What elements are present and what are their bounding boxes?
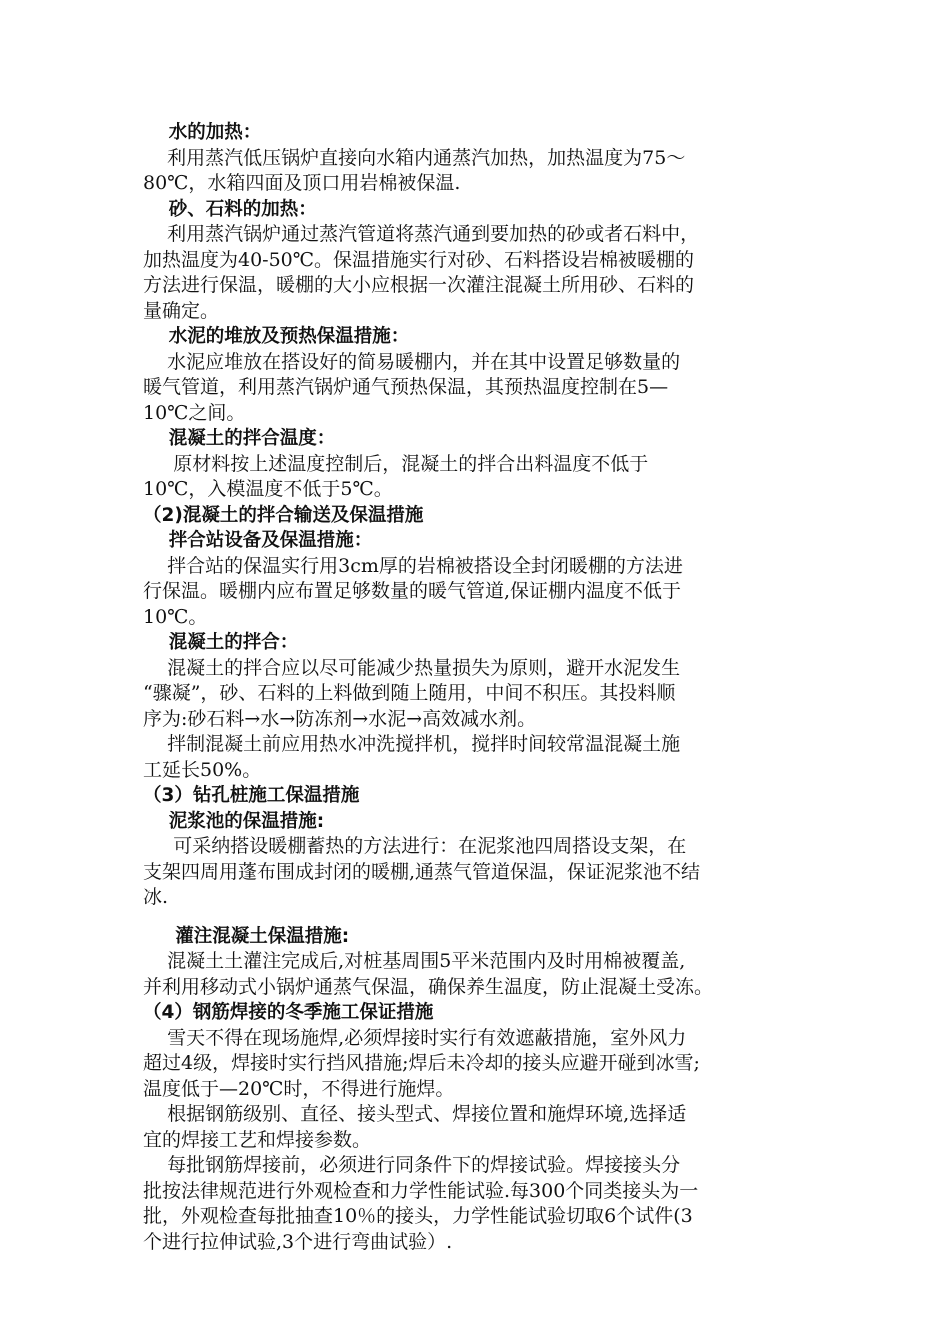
body-text-line: 量确定。 bbox=[143, 299, 220, 322]
section-heading: 灌注混凝土保温措施: bbox=[143, 925, 350, 947]
body-text-line: 宜的焊接工艺和焊接参数。 bbox=[143, 1128, 372, 1151]
body-text-line: 拌制混凝土前应用热水冲洗搅拌机，搅拌时间较常温混凝土施 bbox=[143, 733, 681, 755]
body-text-line: 批按法律规范进行外观检查和力学性能试验.每300个同类接头为一 bbox=[143, 1179, 699, 1202]
section-heading: 拌合站设备及保温措施： bbox=[143, 530, 373, 551]
body-text-line: 批，外观检查每批抽查10％的接头，力学性能试验切取6个试件(3 bbox=[143, 1205, 693, 1227]
section-heading: 砂、石料的加热： bbox=[143, 198, 317, 220]
body-text-line: 个进行拉伸试验,3个进行弯曲试验）. bbox=[143, 1230, 453, 1253]
body-text-line: 支架四周用蓬布围成封闭的暖棚,通蒸气管道保温，保证泥浆池不结 bbox=[143, 860, 701, 883]
body-text-line: 原材料按上述温度控制后，混凝土的拌合出料温度不低于 bbox=[143, 452, 649, 475]
document-page bbox=[143, 120, 823, 1255]
body-text-line: 利用蒸汽锅炉通过蒸汽管道将蒸汽通到要加热的砂或者石料中， bbox=[143, 223, 700, 245]
body-text-line: 可采纳搭设暖棚蓄热的方法进行：在泥浆池四周搭设支架，在 bbox=[143, 835, 687, 857]
body-text-line: 工延长50%。 bbox=[143, 758, 262, 781]
section-heading: 水泥的堆放及预热保温措施： bbox=[143, 326, 410, 347]
body-text-line: 10℃之间。 bbox=[143, 401, 246, 424]
body-text-line: 温度低于—20℃时，不得进行施焊。 bbox=[143, 1077, 455, 1100]
body-text-line: 80℃，水箱四面及顶口用岩棉被保温. bbox=[143, 172, 461, 194]
body-text-line: 利用蒸汽低压锅炉直接向水箱内通蒸汽加热，加热温度为75～ bbox=[143, 146, 686, 169]
body-text-line: 混凝土土灌注完成后,对桩基周围5平米范围内及时用棉被覆盖, bbox=[143, 950, 686, 972]
section-heading: （4）钢筋焊接的冬季施工保证措施 bbox=[143, 1002, 434, 1023]
body-text-line: 根据钢筋级别、直径、接头型式、焊接位置和施焊环境,选择适 bbox=[143, 1103, 687, 1125]
section-heading: （3）钻孔桩施工保温措施 bbox=[143, 785, 360, 806]
body-text-line: 加热温度为40-50℃。保温措施实行对砂、石料搭设岩棉被暖棚的 bbox=[143, 248, 695, 271]
body-text-line: 10℃，入模温度不低于5℃。 bbox=[143, 478, 393, 500]
body-text-line: 行保温。暖棚内应布置足够数量的暖气管道,保证棚内温度不低于 bbox=[143, 580, 682, 602]
section-heading: 混凝土的拌合温度： bbox=[143, 428, 336, 449]
body-text-line: 序为:砂石料→水→防冻剂→水泥→高效减水剂。 bbox=[143, 707, 537, 730]
body-text-line: 拌合站的保温实行用3cm厚的岩棉被搭设全封闭暖棚的方法进 bbox=[143, 554, 683, 577]
body-text-line: 每批钢筋焊接前，必须进行同条件下的焊接试验。焊接接头分 bbox=[143, 1154, 681, 1176]
body-text-line: 暖气管道，利用蒸汽锅炉通气预热保温，其预热温度控制在5— bbox=[143, 376, 669, 398]
body-text-line: 超过4级，焊接时实行挡风措施;焊后未冷却的接头应避开碰到冰雪; bbox=[143, 1052, 700, 1074]
body-text-line: “骤凝”，砂、石料的上料做到随上随用，中间不积压。其投料顺 bbox=[143, 682, 676, 704]
section-heading: （2)混凝土的拌合输送及保温措施 bbox=[143, 504, 424, 526]
body-text-line: 雪天不得在现场施焊,必须焊接时实行有效遮蔽措施，室外风力 bbox=[143, 1026, 687, 1049]
body-text-line: 混凝土的拌合应以尽可能减少热量损失为原则，避开水泥发生 bbox=[143, 656, 681, 679]
section-heading: 泥浆池的保温措施: bbox=[143, 810, 325, 832]
body-text-line: 冰. bbox=[143, 886, 169, 908]
body-text-line: 并利用移动式小锅炉通蒸气保温，确保养生温度，防止混凝土受冻。 bbox=[143, 975, 714, 998]
body-text-line: 水泥应堆放在搭设好的简易暖棚内，并在其中设置足够数量的 bbox=[143, 350, 681, 373]
paragraph-gap bbox=[143, 911, 823, 924]
body-text-line: 10℃。 bbox=[143, 605, 208, 628]
section-heading: 水的加热： bbox=[143, 122, 262, 143]
section-heading: 混凝土的拌合： bbox=[143, 632, 299, 653]
body-text-line: 方法进行保温，暖棚的大小应根据一次灌注混凝土所用砂、石料的 bbox=[143, 274, 695, 296]
